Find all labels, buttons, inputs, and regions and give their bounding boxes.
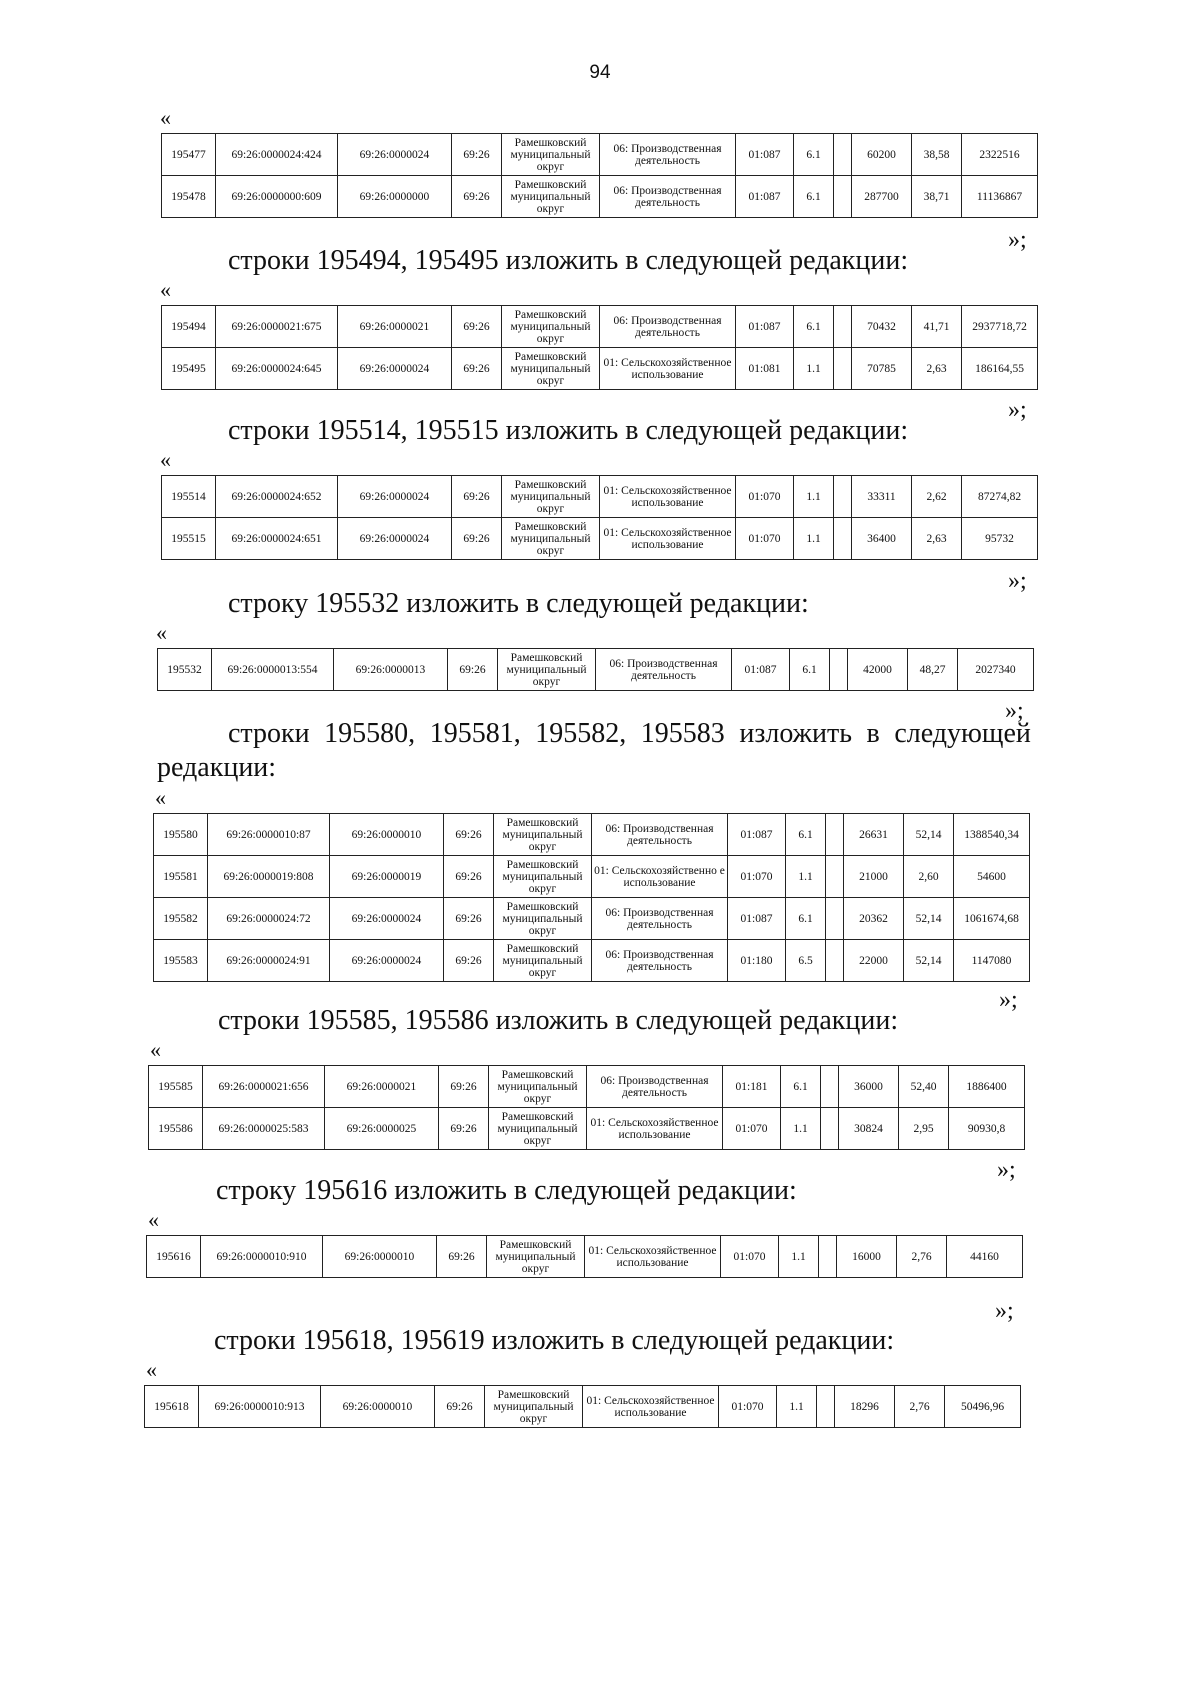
empty-cell: [830, 649, 848, 691]
value-cell: 50496,96: [945, 1386, 1021, 1428]
group-cell: 1.1: [794, 476, 834, 518]
empty-cell: [826, 898, 844, 940]
code-cell: 01:087: [732, 649, 790, 691]
code-cell: 01:070: [721, 1236, 779, 1278]
value-cell: 1886400: [949, 1066, 1025, 1108]
amendment-table: [148, 1065, 1025, 1150]
opening-quote-mark: «: [160, 105, 171, 130]
row-number-cell: 195494: [162, 306, 216, 348]
group-cell: 6.1: [786, 814, 826, 856]
instruction-word: 195582,: [535, 718, 627, 749]
instruction-word: изложить: [739, 718, 852, 749]
closing-quote-mark: »;: [1008, 568, 1027, 594]
rate-cell: 38,58: [912, 134, 962, 176]
municipality-cell: Рамешковский муниципальный округ: [494, 898, 592, 940]
quarter-cell: 69:26:0000021: [338, 306, 452, 348]
code-cell: 01:087: [736, 306, 794, 348]
table-row: [162, 476, 1038, 518]
cadastral-number-cell: 69:26:0000024:424: [216, 134, 338, 176]
area-cell: 22000: [844, 940, 904, 982]
rate-cell: 52,14: [904, 898, 954, 940]
rate-cell: 41,71: [912, 306, 962, 348]
cadastral-number-cell: 69:26:0000024:72: [208, 898, 330, 940]
district-code-cell: 69:26: [439, 1066, 489, 1108]
area-cell: 20362: [844, 898, 904, 940]
land-use-cell: 06: Производственная деятельность: [592, 814, 728, 856]
quarter-cell: 69:26:0000010: [330, 814, 444, 856]
closing-quote-mark: »;: [1008, 227, 1027, 253]
code-cell: 01:070: [719, 1386, 777, 1428]
code-cell: 01:070: [723, 1108, 781, 1150]
table-row: [162, 176, 1038, 218]
amendment-table: [161, 475, 1038, 560]
code-cell: 01:087: [736, 134, 794, 176]
group-cell: 1.1: [781, 1108, 821, 1150]
page-number: 94: [589, 62, 611, 83]
land-use-cell: 06: Производственная деятельность: [587, 1066, 723, 1108]
group-cell: 6.1: [794, 306, 834, 348]
table-row: [154, 814, 1030, 856]
land-use-cell: 01: Сельскохозяйственное использование: [600, 476, 736, 518]
empty-cell: [834, 176, 852, 218]
table-row: [147, 1236, 1023, 1278]
table-row: [145, 1386, 1021, 1428]
municipality-cell: Рамешковский муниципальный округ: [502, 518, 600, 560]
quarter-cell: 69:26:0000024: [330, 898, 444, 940]
row-number-cell: 195585: [149, 1066, 203, 1108]
section-instruction: строки 195494, 195495 изложить в следующей редакции:: [228, 245, 909, 276]
rate-cell: 38,71: [912, 176, 962, 218]
area-cell: 42000: [848, 649, 908, 691]
municipality-cell: Рамешковский муниципальный округ: [502, 134, 600, 176]
rate-cell: 52,40: [899, 1066, 949, 1108]
district-code-cell: 69:26: [452, 306, 502, 348]
district-code-cell: 69:26: [437, 1236, 487, 1278]
quarter-cell: 69:26:0000024: [338, 134, 452, 176]
district-code-cell: 69:26: [444, 856, 494, 898]
row-number-cell: 195586: [149, 1108, 203, 1150]
rate-cell: 2,60: [904, 856, 954, 898]
municipality-cell: Рамешковский муниципальный округ: [502, 348, 600, 390]
table-row: [154, 898, 1030, 940]
quarter-cell: 69:26:0000000: [338, 176, 452, 218]
empty-cell: [826, 856, 844, 898]
value-cell: 186164,55: [962, 348, 1038, 390]
municipality-cell: Рамешковский муниципальный округ: [487, 1236, 585, 1278]
cadastral-number-cell: 69:26:0000000:609: [216, 176, 338, 218]
value-cell: 11136867: [962, 176, 1038, 218]
municipality-cell: Рамешковский муниципальный округ: [502, 476, 600, 518]
empty-cell: [834, 306, 852, 348]
table-row: [162, 306, 1038, 348]
land-use-cell: 01: Сельскохозяйственное использование: [600, 348, 736, 390]
cadastral-number-cell: 69:26:0000024:652: [216, 476, 338, 518]
rate-cell: 2,63: [912, 348, 962, 390]
empty-cell: [834, 518, 852, 560]
section-instruction: строки 195514, 195515 изложить в следующей редакции:: [228, 415, 909, 446]
district-code-cell: 69:26: [452, 348, 502, 390]
opening-quote-mark: «: [156, 620, 167, 645]
value-cell: 1147080: [954, 940, 1030, 982]
instruction-word: 195581,: [429, 718, 521, 749]
closing-quote-mark: »;: [999, 987, 1018, 1013]
table-row: [162, 348, 1038, 390]
land-use-cell: 06: Производственная деятельность: [592, 898, 728, 940]
table-row: [162, 518, 1038, 560]
section-instruction: строку 195532 изложить в следующей редакции:: [228, 588, 809, 619]
municipality-cell: Рамешковский муниципальный округ: [502, 306, 600, 348]
land-use-cell: 01: Сельскохозяйственное использование: [587, 1108, 723, 1150]
land-use-cell: 06: Производственная деятельность: [600, 134, 736, 176]
land-use-cell: 06: Производственная деятельность: [596, 649, 732, 691]
group-cell: 1.1: [794, 348, 834, 390]
code-cell: 01:087: [728, 898, 786, 940]
rate-cell: 52,14: [904, 940, 954, 982]
area-cell: 70432: [852, 306, 912, 348]
group-cell: 6.1: [786, 898, 826, 940]
opening-quote-mark: «: [160, 277, 171, 302]
district-code-cell: 69:26: [448, 649, 498, 691]
opening-quote-mark: «: [160, 447, 171, 472]
area-cell: 60200: [852, 134, 912, 176]
district-code-cell: 69:26: [444, 940, 494, 982]
group-cell: 6.1: [794, 176, 834, 218]
opening-quote-mark: «: [146, 1357, 157, 1382]
section-instruction: строку 195616 изложить в следующей редакции:: [216, 1175, 797, 1206]
district-code-cell: 69:26: [452, 176, 502, 218]
municipality-cell: Рамешковский муниципальный округ: [489, 1066, 587, 1108]
value-cell: 44160: [947, 1236, 1023, 1278]
district-code-cell: 69:26: [435, 1386, 485, 1428]
row-number-cell: 195582: [154, 898, 208, 940]
row-number-cell: 195515: [162, 518, 216, 560]
group-cell: 1.1: [777, 1386, 817, 1428]
table-row: [154, 940, 1030, 982]
rate-cell: 2,76: [897, 1236, 947, 1278]
area-cell: 26631: [844, 814, 904, 856]
cadastral-number-cell: 69:26:0000024:91: [208, 940, 330, 982]
empty-cell: [817, 1386, 835, 1428]
closing-quote-mark: »;: [1005, 698, 1024, 724]
group-cell: 1.1: [786, 856, 826, 898]
code-cell: 01:181: [723, 1066, 781, 1108]
quarter-cell: 69:26:0000019: [330, 856, 444, 898]
cadastral-number-cell: 69:26:0000025:583: [203, 1108, 325, 1150]
row-number-cell: 195583: [154, 940, 208, 982]
empty-cell: [826, 940, 844, 982]
quarter-cell: 69:26:0000010: [323, 1236, 437, 1278]
district-code-cell: 69:26: [444, 814, 494, 856]
row-number-cell: 195581: [154, 856, 208, 898]
section-instruction: строки 195585, 195586 изложить в следующей редакции:: [218, 1005, 899, 1036]
opening-quote-mark: «: [148, 1207, 159, 1232]
land-use-cell: 01: Сельскохозяйственное использование: [600, 518, 736, 560]
area-cell: 287700: [852, 176, 912, 218]
quarter-cell: 69:26:0000010: [321, 1386, 435, 1428]
cadastral-number-cell: 69:26:0000019:808: [208, 856, 330, 898]
rate-cell: 2,76: [895, 1386, 945, 1428]
municipality-cell: Рамешковский муниципальный округ: [494, 856, 592, 898]
amendment-table: [161, 305, 1038, 390]
municipality-cell: Рамешковский муниципальный округ: [502, 176, 600, 218]
section-instruction: [228, 718, 1031, 750]
group-cell: 6.5: [786, 940, 826, 982]
value-cell: 1061674,68: [954, 898, 1030, 940]
code-cell: 01:180: [728, 940, 786, 982]
land-use-cell: 06: Производственная деятельность: [592, 940, 728, 982]
district-code-cell: 69:26: [439, 1108, 489, 1150]
value-cell: 2027340: [958, 649, 1034, 691]
area-cell: 21000: [844, 856, 904, 898]
land-use-cell: 01: Сельскохозяйственное использование: [585, 1236, 721, 1278]
quarter-cell: 69:26:0000024: [338, 348, 452, 390]
quarter-cell: 69:26:0000013: [334, 649, 448, 691]
empty-cell: [826, 814, 844, 856]
group-cell: 1.1: [794, 518, 834, 560]
value-cell: 2937718,72: [962, 306, 1038, 348]
opening-quote-mark: «: [155, 785, 166, 810]
rate-cell: 2,63: [912, 518, 962, 560]
value-cell: 1388540,34: [954, 814, 1030, 856]
rate-cell: 2,62: [912, 476, 962, 518]
municipality-cell: Рамешковский муниципальный округ: [498, 649, 596, 691]
row-number-cell: 195477: [162, 134, 216, 176]
land-use-cell: 01: Сельскохозяйственно е использование: [592, 856, 728, 898]
rate-cell: 48,27: [908, 649, 958, 691]
amendment-table: [146, 1235, 1023, 1278]
table-row: [162, 134, 1038, 176]
closing-quote-mark: »;: [997, 1157, 1016, 1183]
municipality-cell: Рамешковский муниципальный округ: [494, 814, 592, 856]
area-cell: 36400: [852, 518, 912, 560]
row-number-cell: 195532: [158, 649, 212, 691]
closing-quote-mark: »;: [1008, 397, 1027, 423]
area-cell: 16000: [837, 1236, 897, 1278]
cadastral-number-cell: 69:26:0000024:651: [216, 518, 338, 560]
instruction-word: 195580,: [324, 718, 416, 749]
value-cell: 54600: [954, 856, 1030, 898]
value-cell: 87274,82: [962, 476, 1038, 518]
empty-cell: [834, 476, 852, 518]
group-cell: 1.1: [779, 1236, 819, 1278]
cadastral-number-cell: 69:26:0000010:913: [199, 1386, 321, 1428]
empty-cell: [834, 348, 852, 390]
cadastral-number-cell: 69:26:0000024:645: [216, 348, 338, 390]
amendment-table: [157, 648, 1034, 691]
amendment-table: [144, 1385, 1021, 1428]
area-cell: 18296: [835, 1386, 895, 1428]
municipality-cell: Рамешковский муниципальный округ: [485, 1386, 583, 1428]
row-number-cell: 195580: [154, 814, 208, 856]
value-cell: 2322516: [962, 134, 1038, 176]
value-cell: 95732: [962, 518, 1038, 560]
group-cell: 6.1: [790, 649, 830, 691]
row-number-cell: 195478: [162, 176, 216, 218]
quarter-cell: 69:26:0000021: [325, 1066, 439, 1108]
land-use-cell: 06: Производственная деятельность: [600, 176, 736, 218]
empty-cell: [821, 1108, 839, 1150]
table-row: [158, 649, 1034, 691]
cadastral-number-cell: 69:26:0000010:910: [201, 1236, 323, 1278]
cadastral-number-cell: 69:26:0000010:87: [208, 814, 330, 856]
quarter-cell: 69:26:0000024: [338, 476, 452, 518]
rate-cell: 2,95: [899, 1108, 949, 1150]
quarter-cell: 69:26:0000024: [338, 518, 452, 560]
area-cell: 70785: [852, 348, 912, 390]
land-use-cell: 06: Производственная деятельность: [600, 306, 736, 348]
instruction-word: 195583: [640, 718, 725, 749]
closing-quote-mark: »;: [995, 1298, 1014, 1324]
district-code-cell: 69:26: [452, 518, 502, 560]
district-code-cell: 69:26: [444, 898, 494, 940]
row-number-cell: 195618: [145, 1386, 199, 1428]
cadastral-number-cell: 69:26:0000021:675: [216, 306, 338, 348]
quarter-cell: 69:26:0000025: [325, 1108, 439, 1150]
amendment-table: [153, 813, 1030, 982]
instruction-word: следующей: [894, 718, 1031, 749]
code-cell: 01:081: [736, 348, 794, 390]
row-number-cell: 195495: [162, 348, 216, 390]
land-use-cell: 01: Сельскохозяйственное использование: [583, 1386, 719, 1428]
code-cell: 01:087: [736, 176, 794, 218]
value-cell: 90930,8: [949, 1108, 1025, 1150]
table-row: [149, 1108, 1025, 1150]
cadastral-number-cell: 69:26:0000021:656: [203, 1066, 325, 1108]
municipality-cell: Рамешковский муниципальный округ: [494, 940, 592, 982]
empty-cell: [819, 1236, 837, 1278]
instruction-word: в: [866, 718, 880, 749]
municipality-cell: Рамешковский муниципальный округ: [489, 1108, 587, 1150]
table-row: [149, 1066, 1025, 1108]
quarter-cell: 69:26:0000024: [330, 940, 444, 982]
code-cell: 01:070: [728, 856, 786, 898]
section-instruction-continuation: редакции:: [157, 752, 277, 783]
code-cell: 01:070: [736, 476, 794, 518]
area-cell: 36000: [839, 1066, 899, 1108]
group-cell: 6.1: [781, 1066, 821, 1108]
group-cell: 6.1: [794, 134, 834, 176]
row-number-cell: 195616: [147, 1236, 201, 1278]
table-row: [154, 856, 1030, 898]
code-cell: 01:087: [728, 814, 786, 856]
area-cell: 30824: [839, 1108, 899, 1150]
empty-cell: [834, 134, 852, 176]
instruction-word: строки: [228, 718, 310, 749]
row-number-cell: 195514: [162, 476, 216, 518]
section-instruction: строки 195618, 195619 изложить в следующей редакции:: [214, 1325, 895, 1356]
district-code-cell: 69:26: [452, 134, 502, 176]
area-cell: 33311: [852, 476, 912, 518]
opening-quote-mark: «: [150, 1037, 161, 1062]
code-cell: 01:070: [736, 518, 794, 560]
rate-cell: 52,14: [904, 814, 954, 856]
cadastral-number-cell: 69:26:0000013:554: [212, 649, 334, 691]
district-code-cell: 69:26: [452, 476, 502, 518]
empty-cell: [821, 1066, 839, 1108]
amendment-table: [161, 133, 1038, 218]
